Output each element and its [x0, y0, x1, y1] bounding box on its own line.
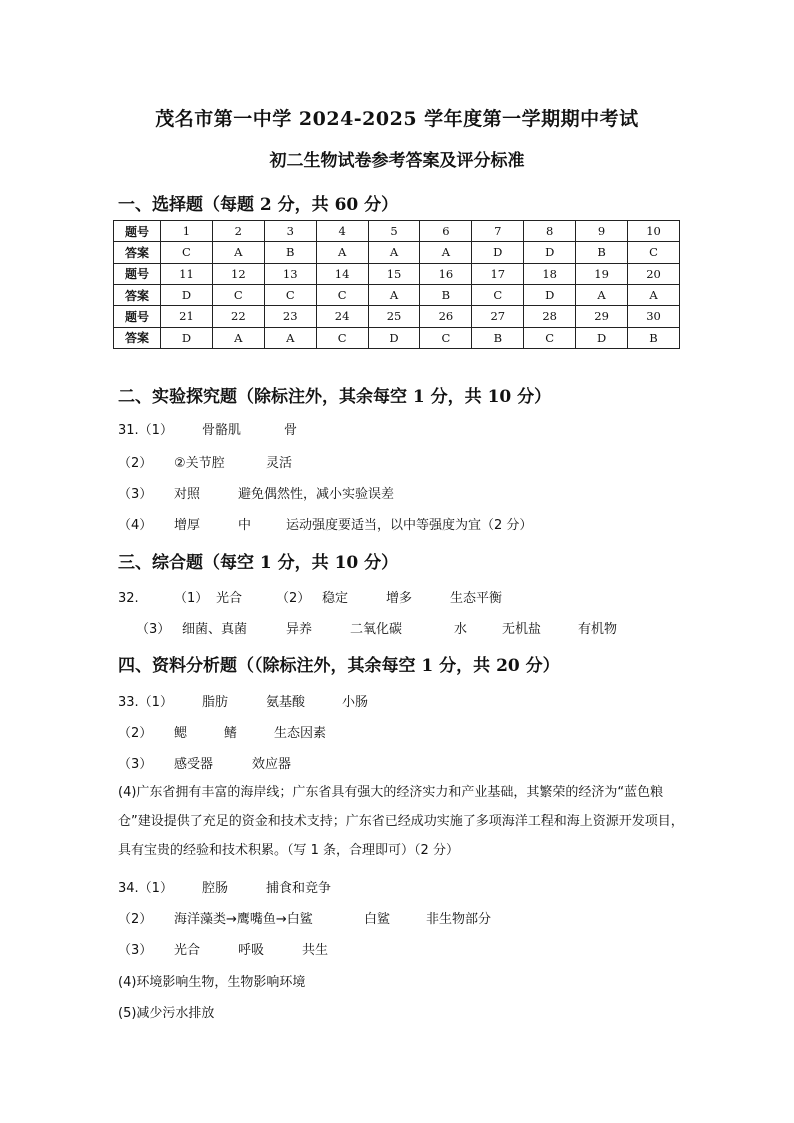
question-number-cell: 12	[212, 263, 264, 284]
question-number-cell: 11	[161, 263, 213, 284]
answer-text: 稳定	[322, 591, 349, 606]
answer-text: 生态平衡	[450, 591, 503, 606]
answer-text: 鳍	[224, 726, 238, 741]
answer-cell: B	[628, 327, 680, 348]
question-number-cell: 22	[212, 306, 264, 327]
answer-text: 增厚	[174, 518, 201, 533]
exam-title: 茂名市第一中学 2024-2025 学年度第一学期期中考试	[155, 108, 639, 130]
answer-text: 细菌、真菌	[182, 622, 248, 637]
answer-text: 骨骼肌	[202, 423, 242, 438]
answer-cell: A	[628, 284, 680, 305]
answer-cell: C	[212, 284, 264, 305]
question-number-row	[114, 221, 680, 242]
question-number-cell: 23	[264, 306, 316, 327]
answer-cell: C	[316, 327, 368, 348]
q34-part2	[118, 908, 491, 927]
question-number-row	[114, 263, 680, 284]
part-label: （1）	[174, 591, 209, 606]
question-number-cell: 2	[212, 221, 264, 242]
part-label: （2）	[118, 726, 153, 741]
question-number-cell: 8	[524, 221, 576, 242]
answer-cell: A	[576, 284, 628, 305]
question-number-header: 题号	[114, 221, 161, 242]
answer-text: 骨	[284, 423, 298, 438]
q31-part4	[118, 514, 532, 533]
answer-cell: C	[472, 284, 524, 305]
answer-cell: A	[264, 327, 316, 348]
question-number-cell: 9	[576, 221, 628, 242]
question-number-cell: 6	[420, 221, 472, 242]
question-number-cell: 25	[368, 306, 420, 327]
answer-text: 效应器	[252, 757, 292, 772]
question-number-cell: 15	[368, 263, 420, 284]
answer-text: ②关节腔	[174, 456, 225, 471]
answer-text: 灵活	[266, 456, 293, 471]
answer-cell: B	[576, 242, 628, 263]
answer-text: 二氧化碳	[350, 622, 403, 637]
answer-row	[114, 327, 680, 348]
answer-text: 水	[454, 622, 468, 637]
q31-label: 31.（1）	[118, 423, 173, 438]
question-number-cell: 5	[368, 221, 420, 242]
part-label: （2）	[118, 912, 153, 927]
question-number-cell: 7	[472, 221, 524, 242]
answer-text: 海洋藻类→鹰嘴鱼→白鲨	[174, 912, 313, 927]
part-label: （3）	[136, 622, 171, 637]
question-number-cell: 20	[628, 263, 680, 284]
answer-text: 脂肪	[202, 695, 229, 710]
answer-cell: C	[628, 242, 680, 263]
q33-part4-answer: (4)广东省拥有丰富的海岸线；广东省具有强大的经济实力和产业基础，其繁荣的经济为“蓝色粮仓”建设提供了充足的资金和技术支持；广东省已经成功实施了多项海洋工程和海上资源开发项目，具有宝贵的经验和技术积累。（写 1 条，合理即可）（2 分）	[118, 785, 684, 858]
answer-text: 异养	[286, 622, 313, 637]
part-label: （3）	[118, 487, 153, 502]
answer-cell: D	[472, 242, 524, 263]
answer-cell: A	[212, 327, 264, 348]
section2-heading: 二、实验探究题（除标注外，其余每空 1 分，共 10 分）	[118, 387, 552, 407]
q33-part1	[118, 691, 368, 710]
question-number-cell: 17	[472, 263, 524, 284]
answer-text: 氨基酸	[266, 695, 306, 710]
answer-cell: C	[264, 284, 316, 305]
q31-part2	[118, 452, 292, 471]
answer-cell: C	[316, 284, 368, 305]
answer-header: 答案	[114, 327, 161, 348]
answer-text: 鳃	[174, 726, 188, 741]
q32-line1	[118, 587, 502, 606]
q34-part1	[118, 877, 331, 896]
answer-table	[113, 220, 680, 349]
q33-part3	[118, 753, 291, 772]
answer-text: 感受器	[174, 757, 214, 772]
answer-cell: A	[368, 242, 420, 263]
part-label: （3）	[118, 757, 153, 772]
answer-text: 光合	[174, 943, 201, 958]
question-number-cell: 18	[524, 263, 576, 284]
part-label: （4）	[118, 518, 153, 533]
section1-heading: 一、选择题（每题 2 分，共 60 分）	[118, 195, 399, 215]
section4-heading: 四、资料分析题（（除标注外，其余每空 1 分，共 20 分）	[118, 656, 560, 676]
question-number-cell: 26	[420, 306, 472, 327]
answer-cell: B	[420, 284, 472, 305]
answer-text: 捕食和竞争	[266, 881, 332, 896]
answer-text: 中	[238, 518, 252, 533]
answer-text: 增多	[386, 591, 413, 606]
answer-text: 光合	[216, 591, 243, 606]
q32-line2	[136, 618, 617, 637]
answer-cell: A	[368, 284, 420, 305]
question-number-cell: 3	[264, 221, 316, 242]
question-number-row	[114, 306, 680, 327]
answer-row	[114, 284, 680, 305]
answer-cell: A	[420, 242, 472, 263]
answer-text: 生态因素	[274, 726, 327, 741]
q34-part3	[118, 939, 328, 958]
question-number-cell: 1	[161, 221, 213, 242]
part-label: （2）	[118, 456, 153, 471]
question-number-cell: 27	[472, 306, 524, 327]
question-number-cell: 28	[524, 306, 576, 327]
answer-cell: D	[524, 284, 576, 305]
answer-text: 共生	[302, 943, 329, 958]
question-number-cell: 24	[316, 306, 368, 327]
question-number-cell: 10	[628, 221, 680, 242]
answer-text: 白鲨	[364, 912, 391, 927]
answer-header: 答案	[114, 284, 161, 305]
answer-cell: D	[161, 327, 213, 348]
part-label: （2）	[276, 591, 311, 606]
answer-text: 非生物部分	[426, 912, 492, 927]
question-number-cell: 30	[628, 306, 680, 327]
part-label: （3）	[118, 943, 153, 958]
exam-subtitle: 初二生物试卷参考答案及评分标准	[269, 151, 525, 171]
answer-cell: B	[264, 242, 316, 263]
answer-cell: A	[212, 242, 264, 263]
answer-cell: D	[161, 284, 213, 305]
question-number-header: 题号	[114, 306, 161, 327]
question-number-header: 题号	[114, 263, 161, 284]
question-number-cell: 29	[576, 306, 628, 327]
answer-text: 避免偶然性，减小实验误差	[238, 487, 395, 502]
answer-text: 运动强度要适当，以中等强度为宜（2 分）	[286, 518, 533, 533]
question-number-cell: 16	[420, 263, 472, 284]
q33-part2	[118, 722, 326, 741]
q32-label: 32.	[118, 591, 139, 606]
question-number-cell: 4	[316, 221, 368, 242]
answer-text: 呼吸	[238, 943, 265, 958]
q34-part4-answer: (4)环境影响生物，生物影响环境	[118, 975, 306, 990]
question-number-cell: 21	[161, 306, 213, 327]
answer-text: 小肠	[342, 695, 369, 710]
question-number-cell: 14	[316, 263, 368, 284]
q34-label: 34.（1）	[118, 881, 173, 896]
answer-cell: B	[472, 327, 524, 348]
answer-cell: C	[420, 327, 472, 348]
section3-heading: 三、综合题（每空 1 分，共 10 分）	[118, 553, 399, 573]
q31-part3	[118, 483, 394, 502]
answer-text: 对照	[174, 487, 201, 502]
answer-cell: C	[161, 242, 213, 263]
answer-text: 有机物	[578, 622, 618, 637]
answer-text: 无机盐	[502, 622, 542, 637]
answer-row	[114, 242, 680, 263]
answer-cell: A	[316, 242, 368, 263]
question-number-cell: 13	[264, 263, 316, 284]
answer-cell: D	[368, 327, 420, 348]
answer-cell: D	[524, 242, 576, 263]
q33-label: 33.（1）	[118, 695, 173, 710]
question-number-cell: 19	[576, 263, 628, 284]
answer-cell: D	[576, 327, 628, 348]
q34-part5-answer: (5)减少污水排放	[118, 1006, 215, 1021]
answer-cell: C	[524, 327, 576, 348]
q31-part1	[118, 419, 297, 438]
answer-header: 答案	[114, 242, 161, 263]
answer-text: 腔肠	[202, 881, 229, 896]
